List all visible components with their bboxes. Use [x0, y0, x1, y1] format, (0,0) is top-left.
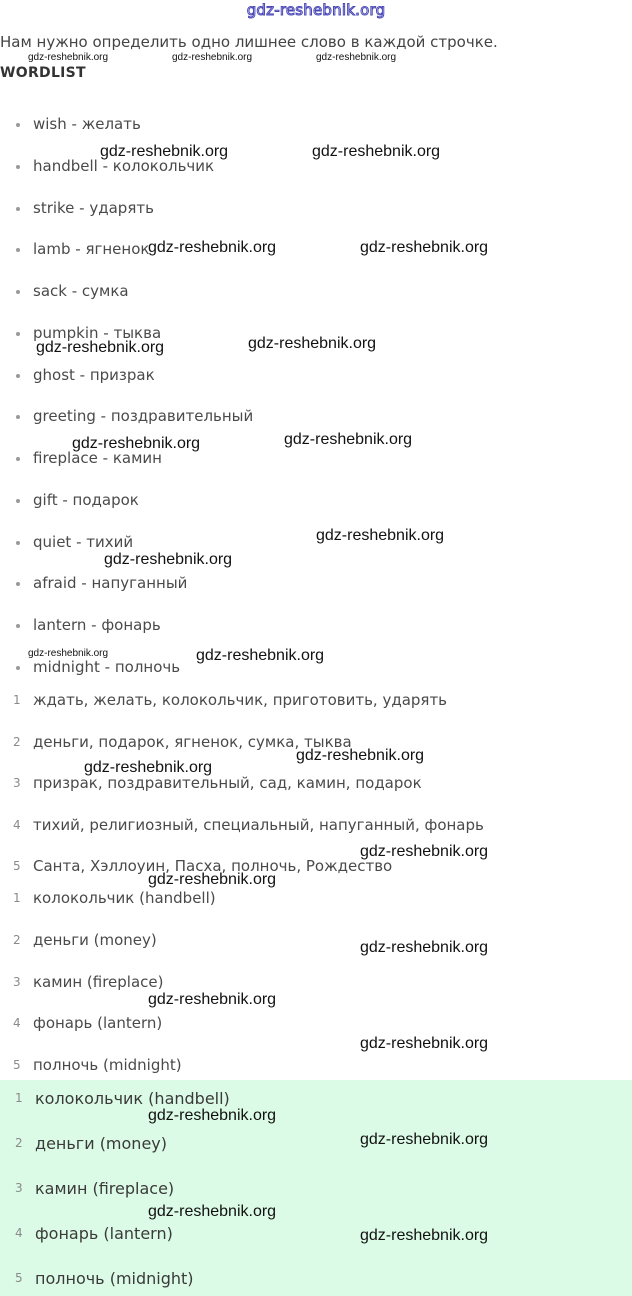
- watermark: gdz-reshebnik.org: [28, 648, 109, 659]
- watermark: gdz-reshebnik.org: [72, 435, 201, 452]
- bullet-icon: [16, 123, 20, 127]
- watermark: gdz-reshebnik.org: [360, 239, 489, 256]
- watermark: gdz-reshebnik.org: [360, 1131, 489, 1148]
- wordlist-title: WORDLIST: [0, 65, 86, 81]
- bullet-icon: [16, 332, 20, 336]
- bullet-icon: [16, 374, 20, 378]
- watermark: gdz-reshebnik.org: [316, 52, 397, 63]
- bullet-icon: [16, 290, 20, 294]
- watermark: gdz-reshebnik.org: [148, 871, 277, 888]
- bullet-icon: [16, 666, 20, 670]
- watermark: gdz-reshebnik.org: [148, 991, 277, 1008]
- bullet-icon: [16, 624, 20, 628]
- bullet-icon: [16, 415, 20, 419]
- bullet-icon: [16, 582, 20, 586]
- watermark: gdz-reshebnik.org: [312, 143, 441, 160]
- watermark: gdz-reshebnik.org: [196, 647, 325, 664]
- answer-highlight-box: 1 колокольчик (handbell) 2 деньги (money) 3 камин (fireplace) 4 фонарь (lantern) 5 полночь (midnight): [0, 1080, 632, 1296]
- watermark: gdz-reshebnik.org: [360, 843, 489, 860]
- watermark: gdz-reshebnik.org: [360, 1227, 489, 1244]
- bullet-icon: [16, 457, 20, 461]
- watermark: gdz-reshebnik.org: [248, 335, 377, 352]
- watermark: gdz-reshebnik.org: [36, 339, 165, 356]
- watermark: gdz-reshebnik.org: [284, 431, 413, 448]
- watermark: gdz-reshebnik.org: [360, 939, 489, 956]
- watermark: gdz-reshebnik.org: [296, 747, 425, 764]
- watermark: gdz-reshebnik.org: [84, 759, 213, 776]
- watermark: gdz-reshebnik.org: [172, 52, 253, 63]
- watermark: gdz-reshebnik.org: [148, 1107, 277, 1124]
- bullet-icon: [16, 207, 20, 211]
- bullet-icon: [16, 541, 20, 545]
- bullet-icon: [16, 248, 20, 252]
- site-watermark: gdz-reshebnik.org: [246, 1, 386, 19]
- watermark: gdz-reshebnik.org: [148, 239, 277, 256]
- watermark: gdz-reshebnik.org: [316, 527, 445, 544]
- watermark: gdz-reshebnik.org: [360, 1035, 489, 1052]
- bullet-icon: [16, 499, 20, 503]
- bullet-icon: [16, 165, 20, 169]
- intro-text: Нам нужно определить одно лишнее слово в каждой строчке.: [0, 33, 498, 51]
- watermark: gdz-reshebnik.org: [148, 1203, 277, 1220]
- watermark: gdz-reshebnik.org: [100, 143, 229, 160]
- watermark: gdz-reshebnik.org: [28, 52, 109, 63]
- watermark: gdz-reshebnik.org: [104, 551, 233, 568]
